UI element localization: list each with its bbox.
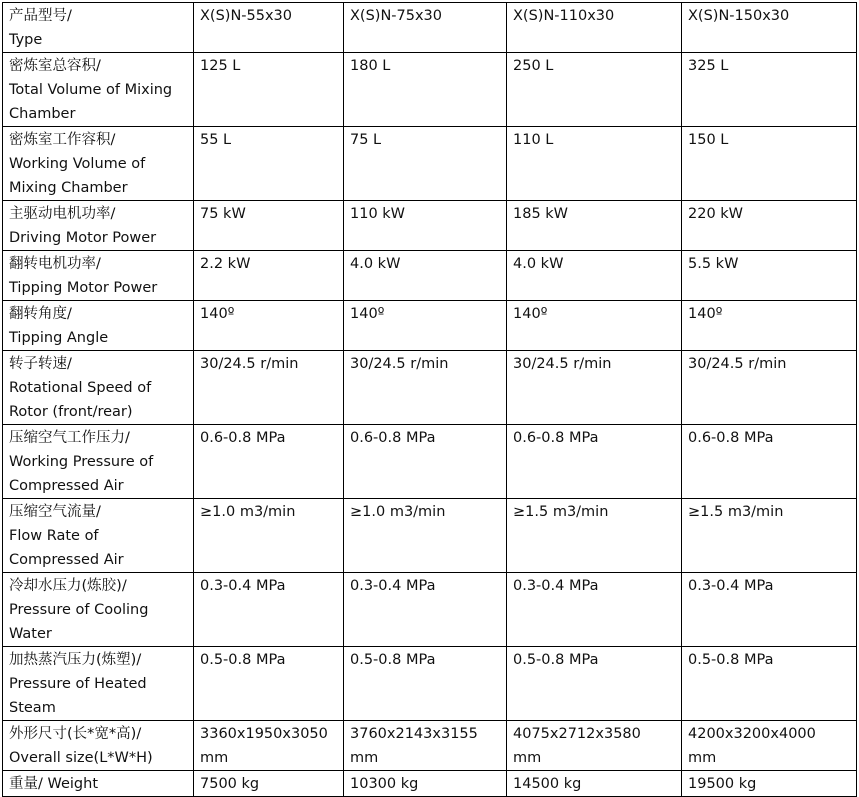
row-label-cell <box>3 201 194 251</box>
header-label-cell <box>3 3 194 53</box>
cell-value: 0.6-0.8 MPa <box>513 430 599 446</box>
value-cell <box>682 573 857 647</box>
table-row <box>3 573 857 647</box>
value-cell <box>682 301 857 351</box>
cell-value: 4.0 kW <box>350 256 401 272</box>
header-model-cell <box>507 3 682 53</box>
cell-value: 4075x2712x3580 mm <box>513 726 641 766</box>
value-cell <box>194 647 344 721</box>
value-cell <box>194 53 344 127</box>
table-row <box>3 647 857 721</box>
row-label: 转子转速/ Rotational Speed of Rotor (front/rear) <box>9 356 152 420</box>
value-cell <box>682 499 857 573</box>
table-row <box>3 53 857 127</box>
row-label-cell <box>3 499 194 573</box>
cell-value: 0.3-0.4 MPa <box>200 578 286 594</box>
cell-value: 75 kW <box>200 206 246 222</box>
cell-value: 19500 kg <box>688 776 757 792</box>
value-cell <box>194 499 344 573</box>
value-cell <box>344 573 507 647</box>
row-label: 冷却水压力(炼胶)/ Pressure of Cooling Water <box>9 578 149 642</box>
cell-value: 140º <box>200 306 235 322</box>
value-cell <box>194 351 344 425</box>
table-row <box>3 301 857 351</box>
table-row <box>3 351 857 425</box>
value-cell <box>344 499 507 573</box>
cell-value: ≥1.0 m3/min <box>350 504 446 520</box>
cell-value: 5.5 kW <box>688 256 739 272</box>
value-cell <box>682 251 857 301</box>
cell-value: 0.5-0.8 MPa <box>513 652 599 668</box>
cell-value: 10300 kg <box>350 776 419 792</box>
row-label: 加热蒸汽压力(炼塑)/ Pressure of Heated Steam <box>9 652 147 716</box>
value-cell <box>682 127 857 201</box>
value-cell <box>344 771 507 797</box>
cell-value: 3360x1950x3050 mm <box>200 726 328 766</box>
value-cell <box>507 201 682 251</box>
value-cell <box>344 351 507 425</box>
value-cell <box>682 771 857 797</box>
row-label-cell <box>3 425 194 499</box>
cell-value: 3760x2143x3155 mm <box>350 726 478 766</box>
cell-value: 220 kW <box>688 206 744 222</box>
cell-value: 180 L <box>350 58 391 74</box>
value-cell <box>507 721 682 771</box>
cell-value: 185 kW <box>513 206 569 222</box>
row-label: 密炼室工作容积/ Working Volume of Mixing Chamber <box>9 132 146 196</box>
cell-value: 0.5-0.8 MPa <box>200 652 286 668</box>
cell-value: 2.2 kW <box>200 256 251 272</box>
cell-value: 75 L <box>350 132 382 148</box>
row-label: 翻转角度/ Tipping Angle <box>9 306 109 346</box>
cell-value: 150 L <box>688 132 729 148</box>
model-name: X(S)N-75x30 <box>350 8 443 24</box>
value-cell <box>682 53 857 127</box>
value-cell <box>682 351 857 425</box>
value-cell <box>507 301 682 351</box>
value-cell <box>682 647 857 721</box>
row-label: 外形尺寸(长*宽*高)/ Overall size(L*W*H) <box>9 726 153 766</box>
cell-value: 0.6-0.8 MPa <box>200 430 286 446</box>
row-label: 重量/ Weight <box>9 776 99 792</box>
cell-value: ≥1.5 m3/min <box>688 504 784 520</box>
value-cell <box>344 425 507 499</box>
cell-value: 0.5-0.8 MPa <box>688 652 774 668</box>
value-cell <box>194 301 344 351</box>
value-cell <box>344 647 507 721</box>
cell-value: 14500 kg <box>513 776 582 792</box>
row-label-cell <box>3 53 194 127</box>
value-cell <box>682 425 857 499</box>
model-name: X(S)N-55x30 <box>200 8 293 24</box>
value-cell <box>507 499 682 573</box>
cell-value: 140º <box>513 306 548 322</box>
cell-value: 30/24.5 r/min <box>513 356 612 372</box>
cell-value: 55 L <box>200 132 232 148</box>
value-cell <box>344 251 507 301</box>
row-label: 压缩空气工作压力/ Working Pressure of Compressed Air <box>9 430 154 494</box>
row-label-cell <box>3 573 194 647</box>
value-cell <box>194 127 344 201</box>
value-cell <box>507 573 682 647</box>
table-row <box>3 425 857 499</box>
header-model-cell <box>682 3 857 53</box>
table-row <box>3 127 857 201</box>
value-cell <box>507 251 682 301</box>
cell-value: 110 L <box>513 132 554 148</box>
row-label: 密炼室总容积/ Total Volume of Mixing Chamber <box>9 58 173 122</box>
header-label: 产品型号/ Type <box>9 8 72 48</box>
cell-value: 125 L <box>200 58 241 74</box>
value-cell <box>682 201 857 251</box>
value-cell <box>682 721 857 771</box>
value-cell <box>344 53 507 127</box>
cell-value: ≥1.5 m3/min <box>513 504 609 520</box>
value-cell <box>507 771 682 797</box>
table-row <box>3 201 857 251</box>
value-cell <box>507 647 682 721</box>
cell-value: 4.0 kW <box>513 256 564 272</box>
cell-value: 110 kW <box>350 206 406 222</box>
cell-value: 4200x3200x4000 mm <box>688 726 816 766</box>
cell-value: 140º <box>350 306 385 322</box>
cell-value: 0.3-0.4 MPa <box>513 578 599 594</box>
table-row <box>3 721 857 771</box>
cell-value: ≥1.0 m3/min <box>200 504 296 520</box>
value-cell <box>344 301 507 351</box>
row-label-cell <box>3 127 194 201</box>
table-row <box>3 499 857 573</box>
value-cell <box>507 53 682 127</box>
header-model-cell <box>194 3 344 53</box>
value-cell <box>507 425 682 499</box>
model-name: X(S)N-150x30 <box>688 8 790 24</box>
cell-value: 30/24.5 r/min <box>688 356 787 372</box>
value-cell <box>194 201 344 251</box>
row-label-cell <box>3 647 194 721</box>
cell-value: 0.5-0.8 MPa <box>350 652 436 668</box>
cell-value: 0.3-0.4 MPa <box>350 578 436 594</box>
cell-value: 0.6-0.8 MPa <box>688 430 774 446</box>
cell-value: 30/24.5 r/min <box>200 356 299 372</box>
row-label: 主驱动电机功率/ Driving Motor Power <box>9 206 157 246</box>
value-cell <box>194 721 344 771</box>
cell-value: 140º <box>688 306 723 322</box>
cell-value: 0.6-0.8 MPa <box>350 430 436 446</box>
cell-value: 30/24.5 r/min <box>350 356 449 372</box>
value-cell <box>194 425 344 499</box>
cell-value: 325 L <box>688 58 729 74</box>
row-label-cell <box>3 301 194 351</box>
cell-value: 7500 kg <box>200 776 260 792</box>
table-row <box>3 251 857 301</box>
row-label-cell <box>3 251 194 301</box>
table-header-row <box>3 3 857 53</box>
value-cell <box>344 127 507 201</box>
row-label: 翻转电机功率/ Tipping Motor Power <box>9 256 158 296</box>
row-label-cell <box>3 351 194 425</box>
row-label: 压缩空气流量/ Flow Rate of Compressed Air <box>9 504 124 568</box>
row-label-cell <box>3 771 194 797</box>
cell-value: 250 L <box>513 58 554 74</box>
value-cell <box>344 721 507 771</box>
value-cell <box>194 573 344 647</box>
value-cell <box>507 127 682 201</box>
spec-table <box>2 2 857 797</box>
value-cell <box>507 351 682 425</box>
table-row <box>3 771 857 797</box>
model-name: X(S)N-110x30 <box>513 8 615 24</box>
value-cell <box>344 201 507 251</box>
header-model-cell <box>344 3 507 53</box>
cell-value: 0.3-0.4 MPa <box>688 578 774 594</box>
value-cell <box>194 771 344 797</box>
value-cell <box>194 251 344 301</box>
row-label-cell <box>3 721 194 771</box>
